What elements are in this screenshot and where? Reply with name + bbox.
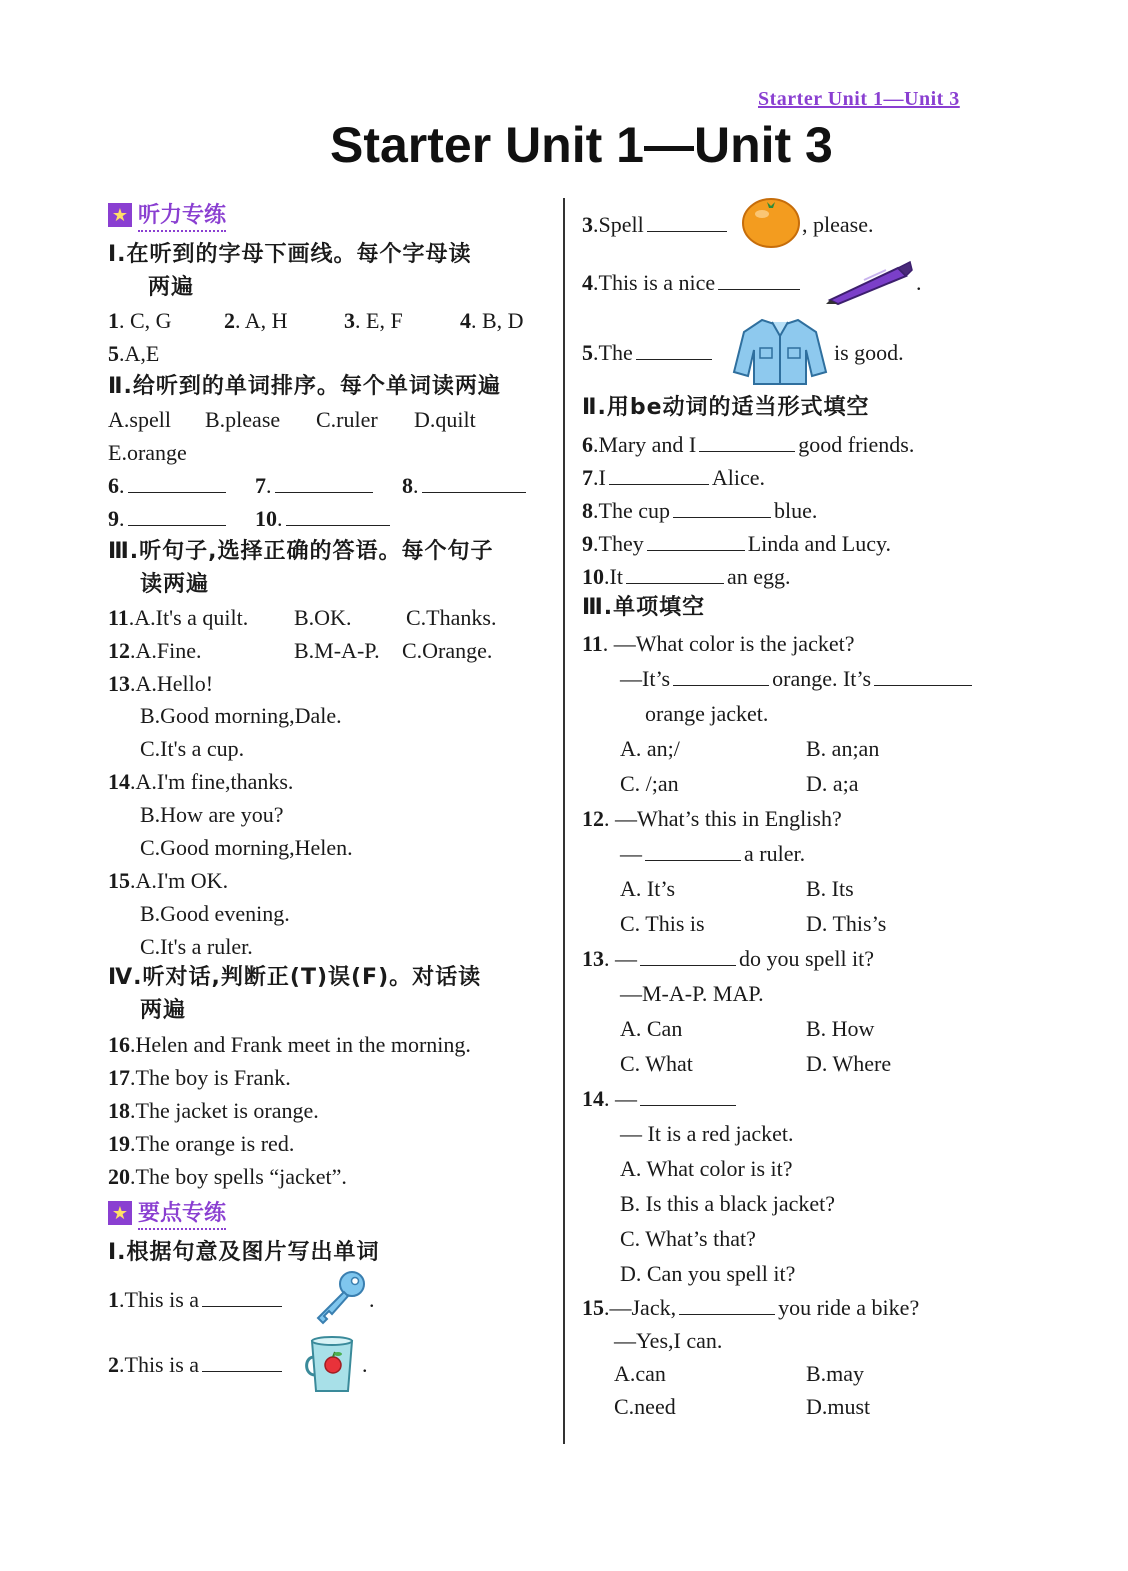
choice-question: 12.A.Fine. <box>108 638 202 663</box>
letter-item: 3. E, F <box>344 308 403 333</box>
section-label: 要点专练 <box>138 1196 226 1230</box>
choice-option: B.Good evening. <box>140 901 290 926</box>
true-false-item: 19.The orange is red. <box>108 1131 295 1156</box>
answer-blank[interactable] <box>202 1286 282 1307</box>
answer-blank[interactable] <box>202 1351 282 1372</box>
fill-item: 8.The cup blue. <box>582 498 818 523</box>
mc-option: B. an;an <box>806 736 880 761</box>
picture-question: 1.This is a <box>108 1285 285 1315</box>
sentence-end: . <box>362 1352 368 1377</box>
word-option: A.spell <box>108 407 171 432</box>
star-icon: ★ <box>108 1201 132 1225</box>
answer-blank[interactable] <box>718 269 800 290</box>
question-heading: Ⅲ.听句子,选择正确的答语。每个句子 <box>108 539 494 564</box>
choice-option: B.OK. <box>294 605 352 630</box>
sentence-end: . <box>916 270 922 295</box>
answer-blank[interactable] <box>286 505 390 526</box>
jacket-icon <box>732 314 828 388</box>
answer-blank-row: 7. <box>255 471 376 501</box>
true-false-item: 16.Helen and Frank meet in the morning. <box>108 1032 471 1057</box>
sentence-end: . <box>369 1287 375 1312</box>
answer-blank[interactable] <box>275 472 373 493</box>
choice-question: 14.A.I'm fine,thanks. <box>108 769 294 794</box>
picture-question: 4.This is a nice <box>582 268 803 298</box>
word-option: D.quilt <box>414 407 476 432</box>
orange-icon <box>740 196 802 250</box>
true-false-item: 20.The boy spells “jacket”. <box>108 1164 347 1189</box>
key-icon <box>310 1270 368 1326</box>
mc-option: D. a;a <box>806 771 859 796</box>
choice-option: B.M-A-P. <box>294 638 380 663</box>
mc-option: C. What <box>620 1051 693 1076</box>
mc-option: C. This is <box>620 911 705 936</box>
letter-item: 5.A,E <box>108 341 160 366</box>
mc-option: B. Is this a black jacket? <box>620 1191 836 1216</box>
word-option: E.orange <box>108 440 187 465</box>
mc-option: B. How <box>806 1016 875 1041</box>
mc-option: A. Can <box>620 1016 683 1041</box>
mc-option: C. What’s that? <box>620 1226 756 1251</box>
page-title: Starter Unit 1—Unit 3 <box>330 117 833 173</box>
picture-question: 3.Spell <box>582 210 730 240</box>
answer-blank[interactable] <box>422 472 526 493</box>
mc-option: A. an;/ <box>620 736 680 761</box>
mc-question: 11. —What color is the jacket? <box>582 631 855 656</box>
mc-question: 15.—Jack, you ride a bike? <box>582 1295 920 1320</box>
fill-item: 10.It an egg. <box>582 564 791 589</box>
mc-option: A.can <box>614 1361 666 1386</box>
mc-answer: — a ruler. <box>620 841 806 866</box>
section-listening <box>108 198 226 232</box>
mc-option: D. Can you spell it? <box>620 1261 796 1286</box>
mc-answer-cont: orange jacket. <box>645 701 769 726</box>
section-keypoints <box>108 1196 226 1230</box>
answer-blank[interactable] <box>699 431 795 452</box>
question-heading: Ⅲ.单项填空 <box>582 595 706 620</box>
question-heading: Ⅰ.在听到的字母下画线。每个字母读 <box>108 242 472 267</box>
answer-blank[interactable] <box>874 665 972 686</box>
question-heading: Ⅱ.给听到的单词排序。每个单词读两遍 <box>108 374 501 399</box>
choice-question: 13.A.Hello! <box>108 671 214 696</box>
mc-answer: —M-A-P. MAP. <box>620 981 764 1006</box>
choice-question: 15.A.I'm OK. <box>108 868 229 893</box>
mc-question: 13. — do you spell it? <box>582 946 875 971</box>
answer-blank-row: 10. <box>255 504 393 534</box>
question-heading: Ⅳ.听对话,判断正(T)误(F)。对话读 <box>108 965 482 990</box>
word-option: B.please <box>205 407 281 432</box>
answer-blank[interactable] <box>128 472 226 493</box>
answer-blank[interactable] <box>640 1085 736 1106</box>
choice-option: C.It's a cup. <box>140 736 245 761</box>
answer-blank[interactable] <box>673 665 769 686</box>
letter-item: 1. C, G <box>108 308 172 333</box>
question-heading-cont: 两遍 <box>140 998 187 1023</box>
mc-option: C. /;an <box>620 771 679 796</box>
choice-option: C.Good morning,Helen. <box>140 835 353 860</box>
answer-blank-row: 8. <box>402 471 529 501</box>
answer-blank[interactable] <box>626 563 724 584</box>
word-option: C.ruler <box>316 407 378 432</box>
picture-question: 2.This is a <box>108 1350 285 1380</box>
answer-blank-row: 6. <box>108 471 229 501</box>
answer-blank[interactable] <box>636 339 712 360</box>
answer-blank-row: 9. <box>108 504 229 534</box>
choice-option: C.Orange. <box>402 638 493 663</box>
choice-option: B.Good morning,Dale. <box>140 703 342 728</box>
fill-item: 7.I Alice. <box>582 465 765 490</box>
question-heading-cont: 两遍 <box>148 275 195 300</box>
answer-blank[interactable] <box>128 505 226 526</box>
answer-blank[interactable] <box>647 530 745 551</box>
mc-option: B.may <box>806 1361 865 1386</box>
answer-blank[interactable] <box>645 840 741 861</box>
running-head: Starter Unit 1—Unit 3 <box>758 88 960 110</box>
answer-blank[interactable] <box>640 945 736 966</box>
true-false-item: 18.The jacket is orange. <box>108 1098 319 1123</box>
sentence-end: is good. <box>834 340 904 365</box>
section-label: 听力专练 <box>138 198 226 232</box>
mc-answer: —Yes,I can. <box>614 1328 723 1353</box>
cup-icon <box>302 1333 362 1397</box>
choice-option: C.It's a ruler. <box>140 934 253 959</box>
mc-option: A. What color is it? <box>620 1156 793 1181</box>
question-heading: Ⅰ.根据句意及图片写出单词 <box>108 1240 380 1265</box>
letter-item: 2. A, H <box>224 308 288 333</box>
answer-blank[interactable] <box>647 211 727 232</box>
question-heading: Ⅱ.用be动词的适当形式填空 <box>582 395 870 420</box>
sentence-end: , please. <box>802 212 874 237</box>
mc-option: B. Its <box>806 876 854 901</box>
mc-option: A. It’s <box>620 876 675 901</box>
pen-icon <box>824 256 916 306</box>
column-divider <box>563 198 565 1444</box>
mc-option: D.must <box>806 1394 871 1419</box>
letter-item: 4. B, D <box>460 308 524 333</box>
answer-blank[interactable] <box>679 1294 775 1315</box>
mc-answer: —It’s orange. It’s <box>620 664 975 694</box>
mc-question: 14. — <box>582 1084 739 1114</box>
mc-option: D. This’s <box>806 911 887 936</box>
star-icon: ★ <box>108 203 132 227</box>
answer-blank[interactable] <box>609 464 709 485</box>
choice-option: B.How are you? <box>140 802 284 827</box>
mc-question: 12. —What’s this in English? <box>582 806 842 831</box>
fill-item: 6.Mary and I good friends. <box>582 432 915 457</box>
choice-question: 11.A.It's a quilt. <box>108 605 249 630</box>
answer-blank[interactable] <box>673 497 771 518</box>
mc-option: C.need <box>614 1394 676 1419</box>
true-false-item: 17.The boy is Frank. <box>108 1065 291 1090</box>
mc-option: D. Where <box>806 1051 892 1076</box>
mc-answer: — It is a red jacket. <box>620 1121 794 1146</box>
question-heading-cont: 读两遍 <box>140 572 210 597</box>
fill-item: 9.They Linda and Lucy. <box>582 531 892 556</box>
choice-option: C.Thanks. <box>406 605 497 630</box>
picture-question: 5.The <box>582 338 715 368</box>
